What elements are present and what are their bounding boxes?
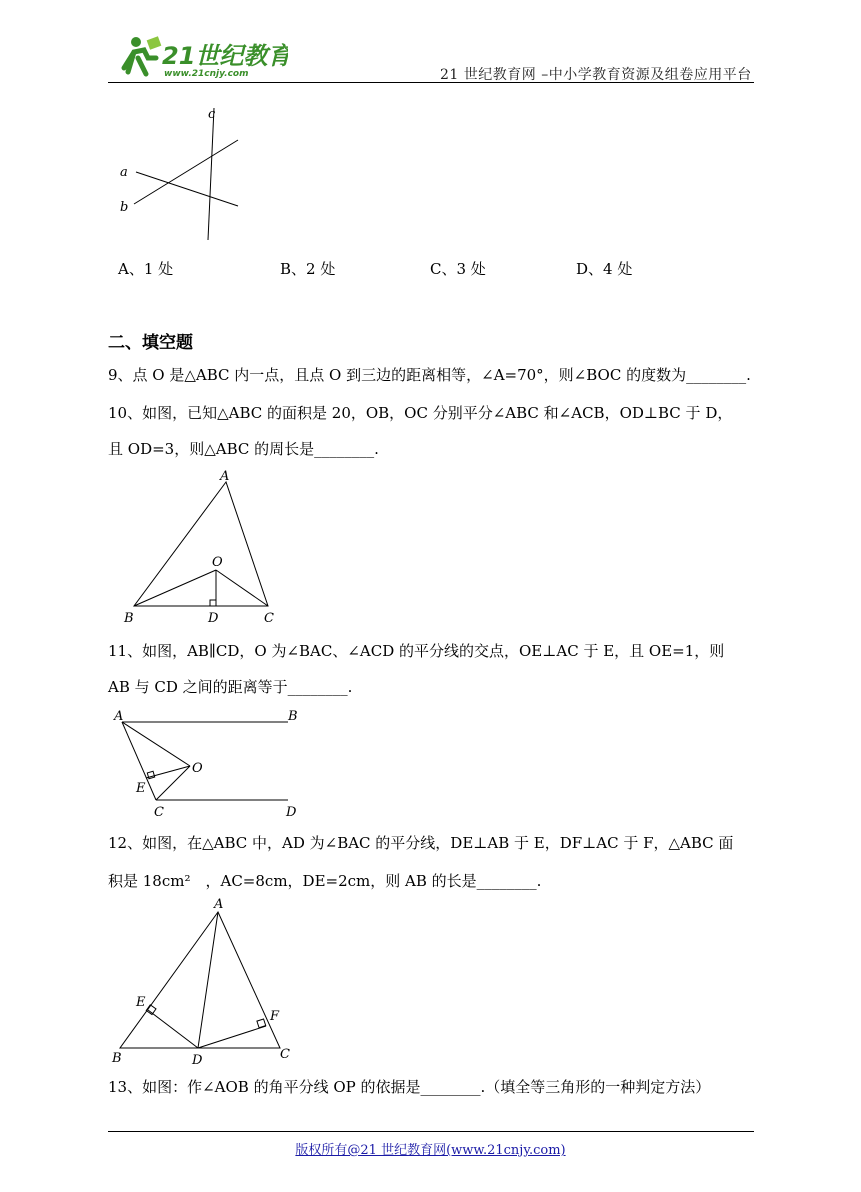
label-C: C [264, 611, 274, 626]
option-c[interactable]: C、3 处 [430, 260, 486, 278]
label-D: D [208, 611, 219, 626]
figure-lines-abc [110, 104, 250, 248]
label-A: A [220, 469, 230, 484]
label-A: A [114, 709, 124, 724]
label-C: C [280, 1047, 290, 1062]
label-a: a [120, 165, 128, 180]
question-12-line2: 积是 18cm² ，AC=8cm，DE=2cm，则 AB 的长是________. [108, 872, 542, 890]
label-O: O [212, 555, 223, 570]
option-b[interactable]: B、2 处 [280, 260, 336, 278]
runner-logo-icon [124, 36, 161, 74]
logo-text: 21世纪教育 [162, 42, 288, 70]
header-divider [108, 82, 754, 83]
label-b: b [120, 200, 129, 215]
label-E: E [136, 995, 146, 1010]
option-a[interactable]: A、1 处 [118, 260, 174, 278]
label-B: B [288, 709, 298, 724]
label-O: O [192, 761, 203, 776]
footer-copyright-link[interactable]: 版权所有@21 世纪教育网(www.21cnjy.com) [295, 1143, 566, 1158]
question-11-line2: AB 与 CD 之间的距离等于________. [108, 678, 353, 696]
question-10-line2: 且 OD=3，则△ABC 的周长是________. [108, 440, 379, 458]
label-E: E [136, 781, 146, 796]
question-13: 13、如图：作∠AOB 的角平分线 OP 的依据是________.（填全等三角形的一种判定方法） [108, 1078, 711, 1096]
label-B: B [124, 611, 134, 626]
question-12-line1: 12、如图，在△ABC 中，AD 为∠BAC 的平分线，DE⊥AB 于 E，DF⊥AC 于 F，△ABC 面 [108, 834, 734, 852]
label-D: D [286, 805, 297, 820]
section-title: 二、填空题 [108, 333, 193, 353]
figure-triangle-q12 [108, 894, 298, 1070]
label-c: c [208, 107, 216, 122]
label-B: B [112, 1051, 122, 1066]
label-F: F [270, 1009, 280, 1024]
option-d[interactable]: D、4 处 [576, 260, 633, 278]
question-9: 9、点 O 是△ABC 内一点，且点 O 到三边的距离相等，∠A=70°，则∠BOC 的度数为________. [108, 366, 751, 384]
question-10-line1: 10、如图，已知△ABC 的面积是 20，OB，OC 分别平分∠ABC 和∠ACB，OD⊥BC 于 D， [108, 404, 733, 422]
label-A: A [214, 897, 224, 912]
label-D: D [192, 1053, 203, 1066]
label-C: C [154, 805, 164, 820]
logo-url: www.21cnjy.com [164, 69, 249, 79]
footer-divider [108, 1131, 754, 1132]
question-11-line1: 11、如图，AB∥CD，O 为∠BAC、∠ACD 的平分线的交点，OE⊥AC 于 E，且 OE=1，则 [108, 642, 725, 660]
figure-triangle-q10 [116, 468, 296, 632]
site-title: 21 世纪教育网 –中小学教育资源及组卷应用平台 [440, 67, 752, 83]
site-logo [108, 28, 288, 88]
figure-parallel-q11 [110, 704, 310, 826]
